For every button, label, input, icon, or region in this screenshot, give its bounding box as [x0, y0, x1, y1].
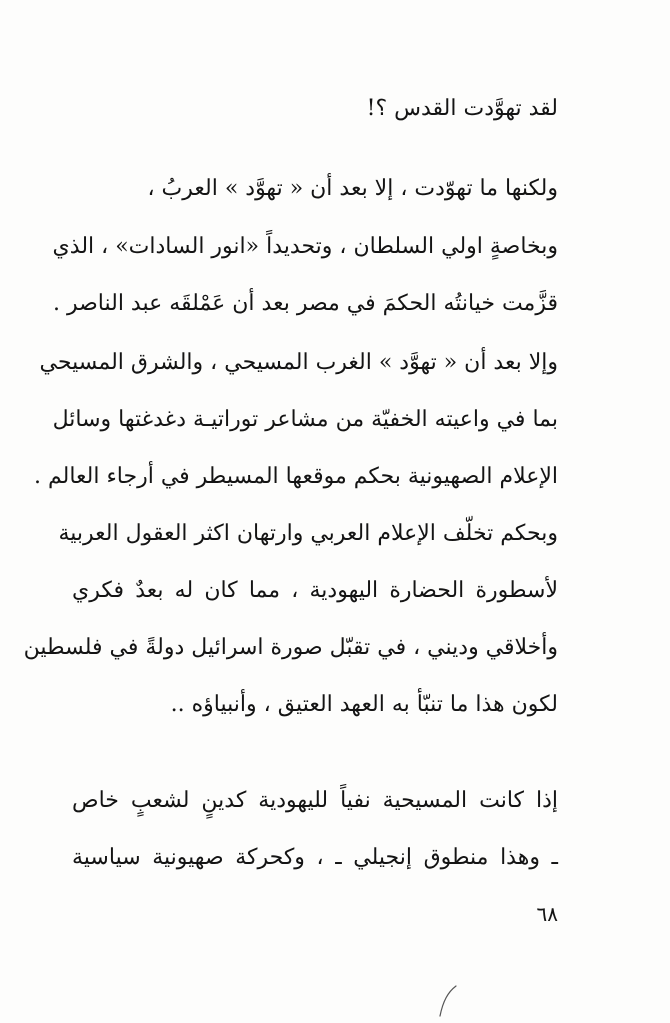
paragraph-1-line-1: ولكنها ما تهوّدت ، إلا بعد أن « تهوَّد » العربُ ، [147, 176, 558, 201]
paragraph-1-line-7: وبحكم تخلّف الإعلام العربي وارتهان اكثر العقول العربية [58, 521, 558, 546]
page-number: ٦٨ [536, 902, 558, 926]
paragraph-1-line-3: قزَّمت خيانتُه الحكمَ في مصر بعد أن عَمْلقَه عبد الناصر . [52, 291, 558, 316]
paragraph-1-line-4: وإلا بعد أن « تهوَّد » الغرب المسيحي ، والشرق المسيحي [39, 350, 558, 375]
page-heading: لقد تهوَّدت القدس ؟! [366, 96, 558, 121]
paragraph-2-line-2: ـ وهذا منطوق إنجيلي ـ ، وكحركة صهيونية سياسية [72, 845, 558, 870]
paragraph-1-line-2: وبخاصةٍ اولي السلطان ، وتحديداً «انور السادات» ، الذي [52, 234, 558, 259]
paragraph-1-line-5: بما في واعيته الخفيّة من مشاعر توراتيـة دغدغتها وسائل [52, 407, 558, 432]
paragraph-1-line-8: لأسطورة الحضارة اليهودية ، مما كان له بعدٌ فكري [72, 578, 558, 603]
pen-mark-icon [436, 984, 476, 1020]
paragraph-2-line-1: إذا كانت المسيحية نفياً لليهودية كدينٍ لشعبٍ خاص [72, 788, 558, 813]
paragraph-1-line-6: الإعلام الصهيونية بحكم موقعها المسيطر في أرجاء العالم . [33, 464, 558, 489]
paragraph-1-line-9: وأخلاقي وديني ، في تقبّل صورة اسرائيل دولةً في فلسطين [23, 635, 558, 660]
paragraph-1-line-10: لكون هذا ما تنبّأ به العهد العتيق ، وأنبياؤه .. [170, 692, 558, 717]
